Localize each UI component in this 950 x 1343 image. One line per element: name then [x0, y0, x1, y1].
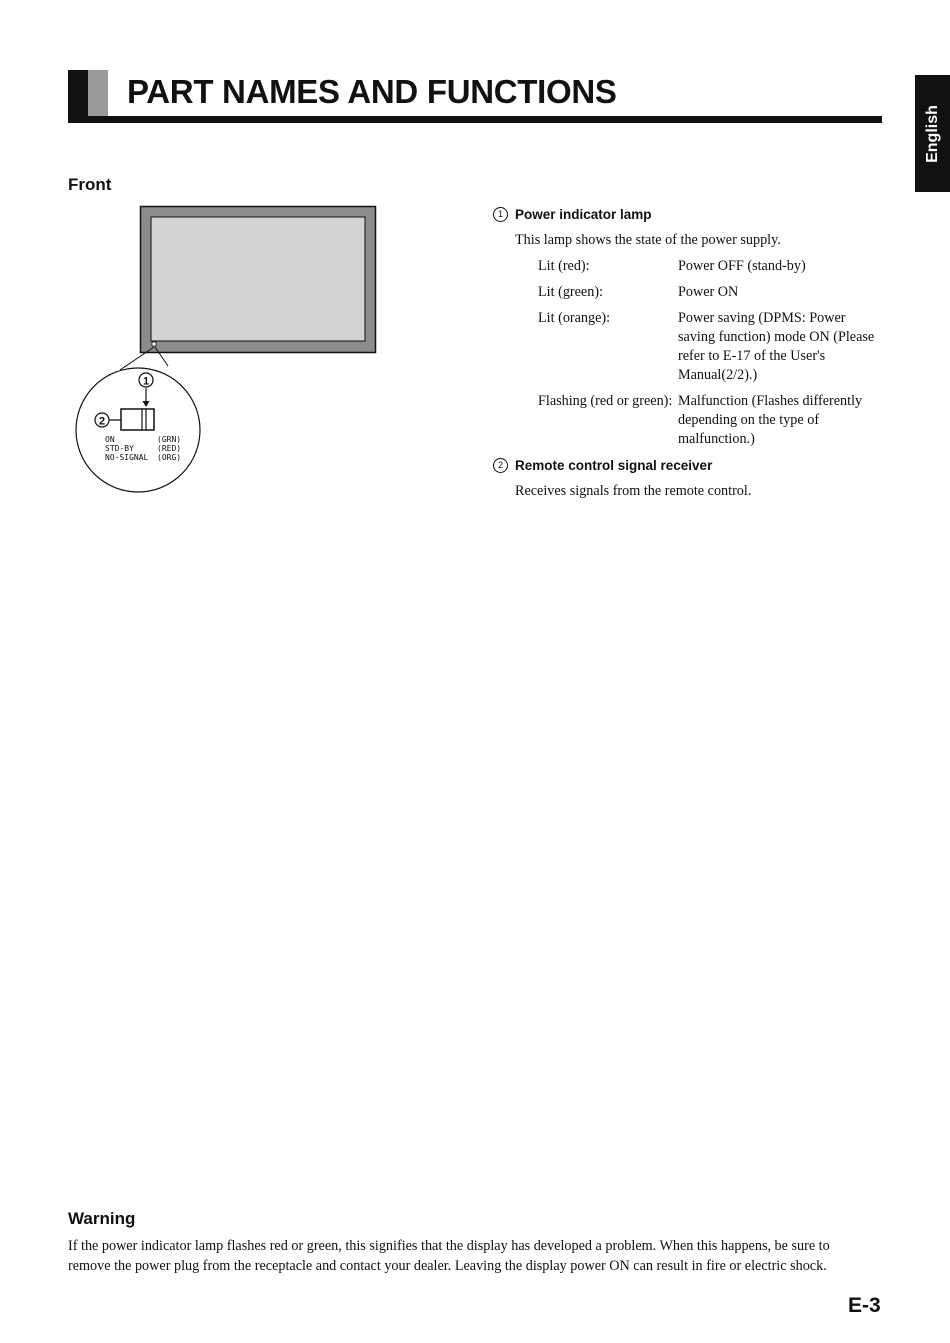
state-label: Lit (red): — [538, 258, 590, 274]
warning-heading: Warning — [68, 1209, 136, 1228]
title-accent-dark — [68, 70, 88, 122]
item-number-badge: 1 — [493, 207, 508, 222]
lamp-state-table — [538, 257, 883, 449]
item-title: Power indicator lamp — [515, 206, 652, 222]
state-value: Power saving (DPMS: Power saving function) mode ON (Please refer to E-17 of the User's Manual(2/2).) — [678, 310, 875, 383]
indicator-color-green: (GRN) — [157, 435, 182, 444]
language-tab — [915, 75, 950, 192]
part-descriptions — [493, 205, 883, 501]
state-row — [538, 392, 883, 449]
front-heading: Front — [68, 175, 112, 194]
item-description: This lamp shows the state of the power supply. — [515, 232, 781, 248]
title-accent-gray — [88, 70, 108, 116]
callout-2-number: 2 — [98, 415, 106, 428]
page-title: PART NAMES AND FUNCTIONS — [127, 73, 617, 110]
warning-text: If the power indicator lamp flashes red or green, this signifies that the display has developed a problem. When this happens, be sure to remove the power plug from the receptacle and contact your dealer. Leaving the display power ON can result in fire or electric shock. — [68, 1238, 830, 1274]
indicator-color-red: (RED) — [157, 444, 182, 453]
callout-1-number: 1 — [142, 375, 150, 388]
item-title: Remote control signal receiver — [515, 457, 713, 473]
state-label: Flashing (red or green): — [538, 393, 673, 409]
part-item-power-lamp — [493, 205, 883, 449]
item-number-badge: 2 — [493, 458, 508, 473]
state-value: Power ON — [678, 284, 739, 300]
state-label: Lit (green): — [538, 284, 603, 300]
indicator-label-nosignal: NO-SIGNAL — [105, 453, 149, 462]
indicator-color-orange: (ORG) — [157, 453, 182, 462]
state-row — [538, 257, 883, 276]
indicator-panel-icon — [121, 409, 154, 430]
item-description: Receives signals from the remote control. — [515, 483, 752, 499]
title-rule — [68, 116, 882, 123]
display-front-illustration — [70, 200, 390, 500]
state-row — [538, 309, 883, 385]
indicator-label-stdby: STD-BY — [105, 444, 134, 453]
state-value: Power OFF (stand-by) — [678, 258, 806, 274]
front-figure — [70, 200, 390, 500]
language-tab-label: English — [923, 104, 941, 163]
state-label: Lit (orange): — [538, 310, 611, 326]
indicator-label-on: ON — [105, 435, 115, 444]
page-number: E-3 — [848, 1294, 881, 1317]
part-item-remote-receiver — [493, 456, 883, 501]
state-value: Malfunction (Flashes differently depending on the type of malfunction.) — [678, 393, 863, 447]
monitor-screen — [151, 217, 365, 341]
power-indicator-lamp-icon — [152, 342, 156, 346]
state-row — [538, 283, 883, 302]
